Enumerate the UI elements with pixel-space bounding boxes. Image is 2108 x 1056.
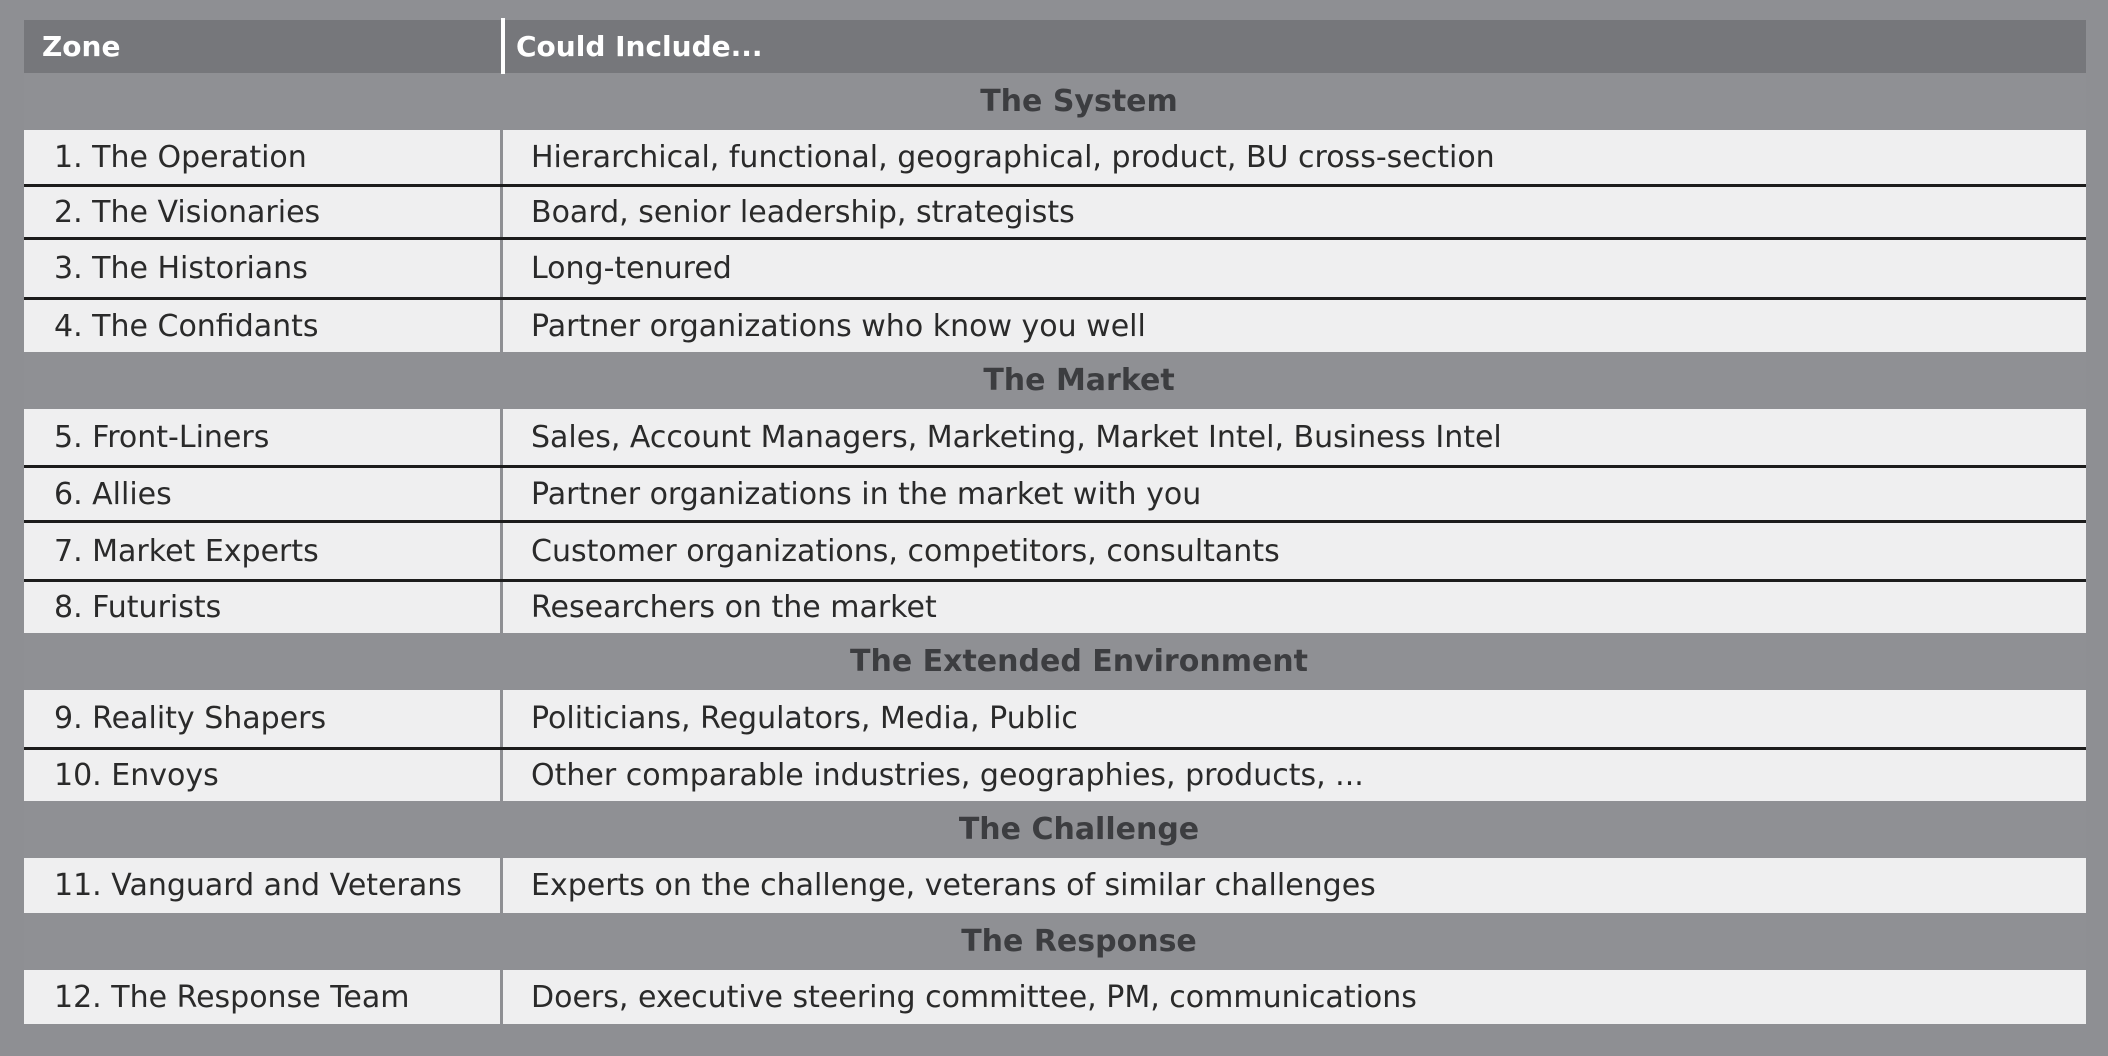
zone-cell: 10. Envoys <box>24 750 503 801</box>
include-cell: Partner organizations in the market with you <box>531 476 1202 512</box>
header-zone: Zone <box>42 30 121 63</box>
include-cell: Other comparable industries, geographies, products, ... <box>531 758 1364 793</box>
include-cell: Sales, Account Managers, Marketing, Market Intel, Business Intel <box>531 419 1502 455</box>
table-row <box>24 858 2086 913</box>
section-row <box>24 73 2086 130</box>
table-row <box>24 130 2086 187</box>
table-row <box>24 409 2086 468</box>
section-title: The Challenge <box>958 812 1200 847</box>
table-row <box>24 750 2086 801</box>
include-cell: Politicians, Regulators, Media, Public <box>531 701 1078 736</box>
zone-cell: 2. The Visionaries <box>24 187 503 237</box>
table-row <box>24 300 2086 352</box>
table-row <box>24 690 2086 750</box>
include-cell: Long-tenured <box>531 251 732 286</box>
zone-cell: 3. The Historians <box>24 240 503 297</box>
include-cell: Customer organizations, competitors, consultants <box>531 533 1280 569</box>
section-title: The Market <box>983 363 1175 398</box>
section-row <box>24 913 2086 970</box>
zone-cell: 4. The Confidants <box>24 300 503 352</box>
include-cell: Board, senior leadership, strategists <box>531 194 1075 230</box>
table-row <box>24 523 2086 582</box>
zone-cell: 1. The Operation <box>24 130 503 184</box>
table-header-row <box>24 20 2086 73</box>
table-row <box>24 582 2086 633</box>
zone-cell: 5. Front-Liners <box>24 409 503 465</box>
zone-cell: 12. The Response Team <box>24 970 503 1024</box>
section-row <box>24 352 2086 409</box>
table-row <box>24 468 2086 523</box>
header-divider <box>501 18 505 74</box>
zone-cell: 11. Vanguard and Veterans <box>24 858 503 913</box>
include-cell: Doers, executive steering committee, PM, communications <box>531 979 1417 1015</box>
table-row <box>24 240 2086 300</box>
include-cell: Partner organizations who know you well <box>531 308 1146 344</box>
zones-table <box>24 20 2086 1024</box>
zone-cell: 8. Futurists <box>24 582 503 633</box>
table-row <box>24 970 2086 1024</box>
header-could-include: Could Include... <box>516 30 763 63</box>
zone-cell: 7. Market Experts <box>24 523 503 579</box>
include-cell: Hierarchical, functional, geographical, product, BU cross-section <box>531 139 1495 175</box>
include-cell: Experts on the challenge, veterans of similar challenges <box>531 868 1376 903</box>
section-row <box>24 633 2086 690</box>
include-cell: Researchers on the market <box>531 590 937 625</box>
section-title: The Response <box>961 924 1197 959</box>
section-title: The Extended Environment <box>850 644 1308 679</box>
zone-cell: 9. Reality Shapers <box>24 690 503 747</box>
table-row <box>24 187 2086 240</box>
zone-cell: 6. Allies <box>24 468 503 520</box>
section-title: The System <box>980 84 1178 119</box>
section-row <box>24 801 2086 858</box>
